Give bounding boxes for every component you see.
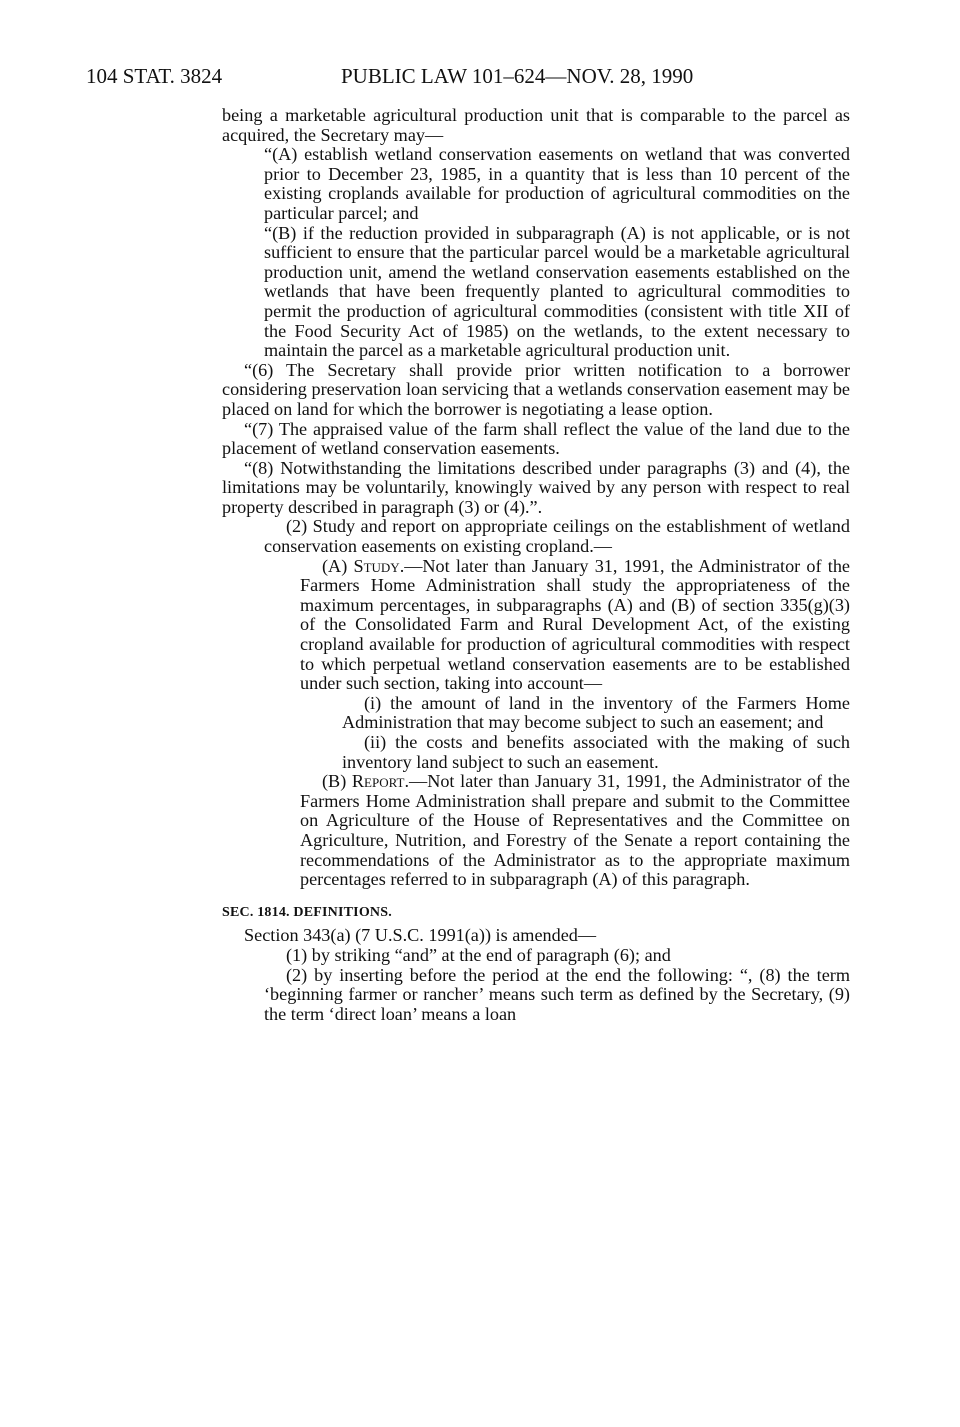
- document-body: [222, 106, 850, 1024]
- amendment-1: (1) by striking “and” at the end of paragraph (6); and: [286, 944, 671, 965]
- subparagraph-study: [300, 557, 850, 694]
- section-heading: SEC. 1814. DEFINITIONS.: [222, 904, 392, 920]
- paragraph-2-text: (2) Study and report on appropriate ceilings on the establishment of wetland conservation easements on existing cropland.—: [264, 516, 850, 557]
- subparagraph-b: [264, 224, 850, 361]
- amendment-2: (2) by inserting before the period at the end the following: “, (8) the term ‘beginning farmer or rancher’ means such term as defined by the Secretary, (9) the term ‘direct loan’ means a loan: [264, 964, 850, 1024]
- paragraph-6: “(6) The Secretary shall provide prior written notification to a borrower considering preservation loan servicing that a wetlands conservation easement may be placed on land for which the borrower is negotiating a lease option.: [222, 359, 850, 419]
- report-heading: Report: [351, 771, 405, 792]
- paragraph-8: “(8) Notwithstanding the limitations described under paragraphs (3) and (4), the limitations may be voluntarily, knowingly waived by any person with respect to real property described in paragraph (3) or (4).”.: [222, 457, 850, 517]
- subparagraph-block: [222, 145, 850, 361]
- study-text: .—Not later than January 31, 1991, the Administrator of the Farmers Home Administration shall study the appropriateness of the maximum percentages, in subparagraphs (A) and (B) of section 335(g)(3) of the Consolidated Farm and Rural Development Act, of the existing cropland available for production of agricultural commodities with respect to which perpetual wetland conservation easements are to be established under such section, taking into account—: [300, 555, 850, 694]
- subparagraph-a-text: “(A) establish wetland conservation easements on wetland that was converted prior to December 23, 1985, in a quantity that is less than 10 percent of the existing croplands available for production of agricultural commodities on the particular parcel; and: [264, 144, 850, 223]
- clause-i: (i) the amount of land in the inventory of the Farmers Home Administration that may become subject to such an easement; and: [342, 692, 850, 733]
- subparagraph-a: [222, 145, 850, 223]
- study-block: [222, 557, 850, 694]
- stat-citation: 104 STAT. 3824: [86, 64, 223, 88]
- clause-block: [222, 694, 850, 772]
- study-label: (A): [322, 555, 354, 576]
- study-heading: Study: [353, 555, 400, 576]
- report-block: [222, 772, 850, 890]
- report-text: .—Not later than January 31, 1991, the Administrator of the Farmers Home Administration shall prepare and submit to the Committee on Agriculture of the House of Representatives and the Committee on Agriculture, Nutrition, and Forestry of the Senate a report containing the recommendations of the Administrator as to the appropriate maximum percentages referred to in subparagraph (A) of this paragraph.: [300, 771, 850, 890]
- clause-ii: (ii) the costs and benefits associated with the making of such inventory land subject to such an easement.: [342, 732, 850, 772]
- report-label: (B): [322, 771, 352, 792]
- paragraph-2-study-and-report: [222, 517, 850, 556]
- public-law-citation: PUBLIC LAW 101–624—NOV. 28, 1990: [341, 64, 694, 88]
- subparagraph-report: [300, 772, 850, 890]
- paragraph-7: “(7) The appraised value of the farm shall reflect the value of the land due to the placement of wetland conservation easements.: [222, 418, 850, 459]
- page-header: [86, 62, 776, 90]
- section-intro: Section 343(a) (7 U.S.C. 1991(a)) is amended—: [244, 925, 597, 946]
- paragraph-continuation: being a marketable agricultural production unit that is comparable to the parcel as acquired, the Secretary may—: [222, 105, 850, 145]
- subparagraph-b-text: “(B) if the reduction provided in subparagraph (A) is not applicable, or is not sufficient to ensure that the particular parcel would be a marketable agricultural production unit, amend the wetland conservation easements established on the wetlands that have been frequently planted to agricultural commodities to permit the production of agricultural commodities (consistent with title XII of the Food Security Act of 1985) on the wetlands, to the extent necessary to maintain the parcel as a marketable agricultural production unit.: [264, 222, 850, 361]
